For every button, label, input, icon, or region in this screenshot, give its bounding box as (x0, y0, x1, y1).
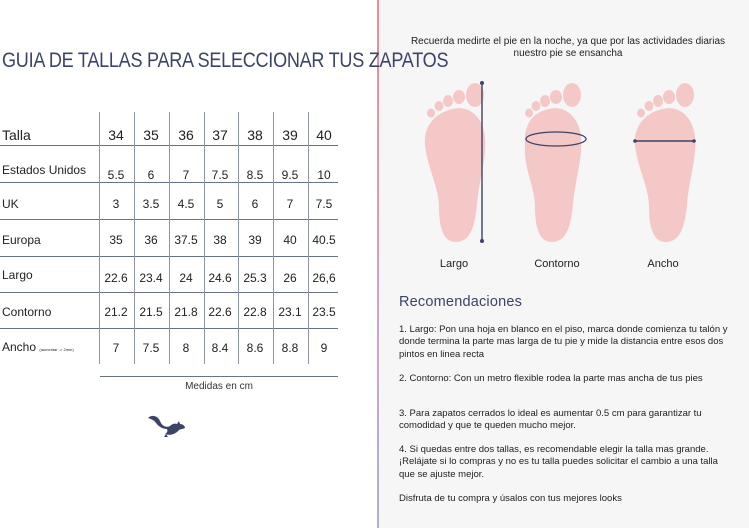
foot-label-largo: Largo (439, 258, 469, 270)
size-34: 34 (108, 127, 124, 143)
foot-label-ancho: Ancho (647, 258, 679, 270)
foot-label-contorno: Contorno (534, 258, 580, 270)
table-cell: 24 (179, 271, 193, 285)
recommendations-title: Recomendaciones (399, 294, 523, 310)
closing-message: Disfruta de tu compra y úsalos con tus mejores looks (399, 493, 622, 504)
night-measure-note: Recuerda medirte el pie en la noche, ya que por las actividades diarias nuestro pie se ensancha (410, 36, 726, 59)
table-caption: Medidas en cm (185, 381, 253, 392)
table-cell: 23.1 (278, 305, 302, 319)
table-cell: 8 (182, 341, 190, 355)
row-label-europa: Europa (2, 233, 41, 247)
table-cell: 8.4 (211, 341, 229, 355)
table-cell: 3.5 (142, 197, 160, 211)
table-cell: 39 (248, 233, 262, 247)
recommendation-closed-shoes: 3. Para zapatos cerrados lo ideal es aumentar 0.5 cm para garantizar tu comodidad y que te queden mucho mejor. (399, 408, 702, 432)
recommendation-between-sizes: 4. Si quedas entre dos tallas, es recomendable elegir la talla mas grande. ¡Relájate si lo compras y no es tu talla puedes solicitar el cambio a una talla que se ajuste mejor. (399, 444, 718, 480)
row-label-contorno: Contorno (2, 305, 52, 319)
table-cell: 4.5 (177, 197, 195, 211)
recommendation-contorno: 2. Contorno: Con un metro flexible rodea la parte mas ancha de tus pies (399, 373, 703, 384)
row-label-us: Estados Unidos (2, 163, 87, 177)
table-cell: 22.6 (104, 271, 128, 285)
table-cell: 9 (320, 341, 328, 355)
table-cell: 38 (213, 233, 227, 247)
table-cell: 8.8 (281, 341, 299, 355)
size-39: 39 (282, 127, 298, 143)
table-cell: 8.5 (246, 168, 264, 182)
size-37: 37 (212, 127, 228, 143)
table-cell: 5.5 (107, 168, 125, 182)
table-cell: 7 (112, 341, 120, 355)
table-cell: 25.3 (243, 271, 267, 285)
recommendation-largo: 1. Largo: Pon una hoja en blanco en el piso, marca donde comienza tu talón y donde termina la parte mas larga de tu pie y mide la distancia entre esos dos pintos en linea recta (399, 324, 728, 360)
table-cell: 3 (112, 197, 120, 211)
row-label-uk: UK (2, 197, 19, 211)
table-cell: 40 (283, 233, 297, 247)
table-cell: 8.6 (246, 341, 264, 355)
table-cell: 7.5 (142, 341, 160, 355)
size-38: 38 (247, 127, 263, 143)
table-bottom-rule (100, 376, 338, 377)
table-cell: 21.5 (139, 305, 163, 319)
table-cell: 40.5 (312, 233, 336, 247)
table-cell: 36 (144, 233, 158, 247)
table-cell: 23.4 (139, 271, 163, 285)
table-cell: 7 (182, 168, 190, 182)
table-cell: 7 (286, 197, 294, 211)
row-label-ancho (2, 340, 74, 354)
table-cell: 37.5 (174, 233, 198, 247)
row-label-largo: Largo (2, 268, 33, 282)
table-cell: 6 (147, 168, 155, 182)
table-cell: 23.5 (312, 305, 336, 319)
table-cell: 24.6 (208, 271, 232, 285)
table-cell: 6 (251, 197, 259, 211)
table-cell: 7.5 (211, 168, 229, 182)
table-cell: 10 (317, 168, 331, 182)
foot-largo-icon (425, 81, 486, 243)
page-title: GUIA DE TALLAS PARA SELECCIONAR TUS ZAPATOS (2, 49, 449, 72)
feet-illustrations (379, 75, 749, 255)
table-cell: 21.8 (174, 305, 198, 319)
foot-contorno-icon (525, 83, 586, 242)
size-35: 35 (143, 127, 159, 143)
table-cell: 7.5 (315, 197, 333, 211)
table-cell: 22.6 (208, 305, 232, 319)
size-36: 36 (178, 127, 194, 143)
table-cell: 26 (283, 271, 297, 285)
squirrel-logo-icon (146, 412, 188, 438)
table-cell: 35 (109, 233, 123, 247)
table-header-label: Talla (2, 127, 31, 143)
table-cell: 9.5 (281, 168, 299, 182)
size-40: 40 (316, 127, 332, 143)
row-label-ancho-note: (aumentar -> 2mm) (39, 347, 74, 352)
foot-ancho-icon (633, 83, 696, 242)
row-label-ancho-text: Ancho (2, 340, 37, 354)
table-cell: 22.8 (243, 305, 267, 319)
table-cell: 26,6 (312, 271, 336, 285)
table-cell: 5 (216, 197, 224, 211)
table-cell: 21.2 (104, 305, 128, 319)
